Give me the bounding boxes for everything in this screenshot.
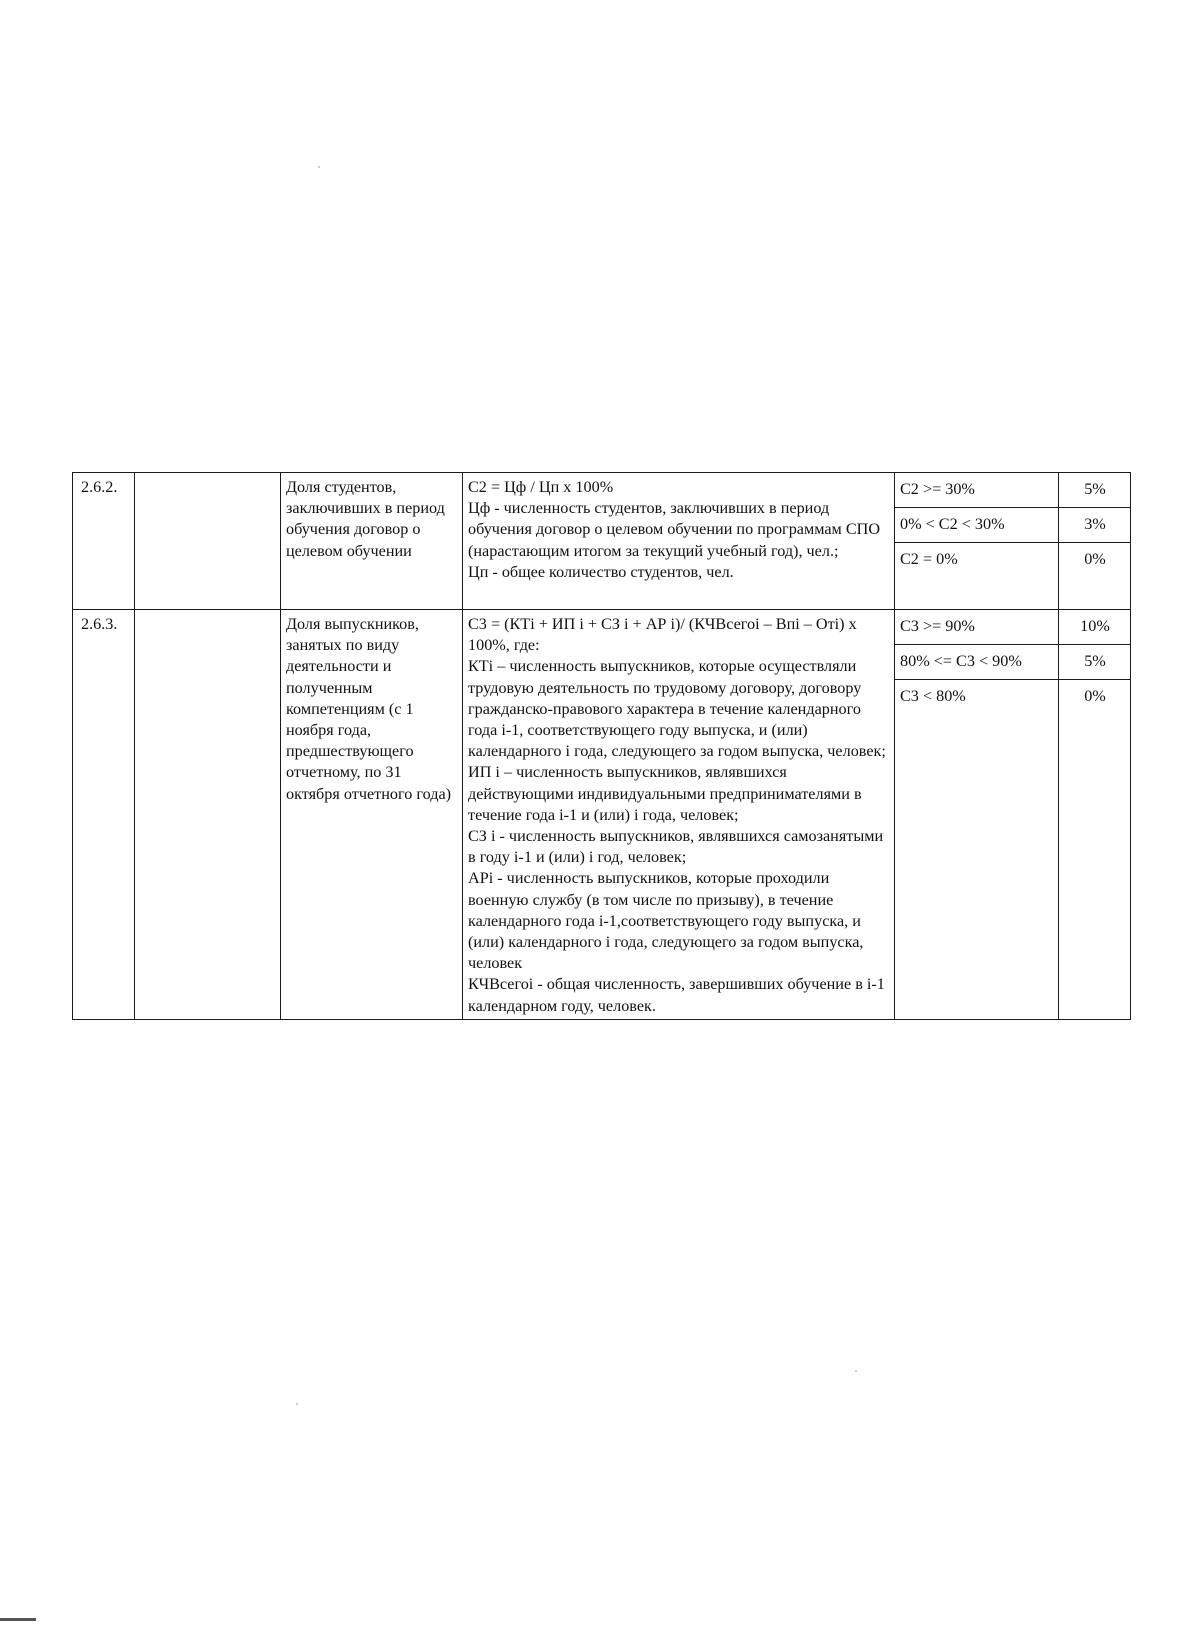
formula-line: КТi – численность выпускников, которые осуществляли трудовую деятельность по трудовому договору, договору гражданско-правового характера в течение календарного года i-1, соответствующего году выпуска, и (или) календарного i года, следующего за годом выпуска, человек; — [468, 657, 886, 761]
criterion-condition: С3 >= 90% — [895, 610, 1059, 645]
criterion-condition: 0% < С2 < 30% — [895, 508, 1059, 543]
indicator-number: 2.6.2. — [73, 473, 135, 610]
indicator-empty-cell — [135, 473, 281, 610]
criterion-filler — [1059, 577, 1131, 610]
indicator-empty-cell — [135, 610, 281, 1020]
criterion-condition: 80% <= С3 < 90% — [895, 645, 1059, 680]
criterion-score: 5% — [1059, 645, 1131, 680]
formula-line: СЗ i - численность выпускников, являвшихся самозанятыми в году i-1 и (или) i год, человек; — [468, 827, 884, 867]
formula-line: КЧВсегоi - общая численность, завершивших обучение в i-1 календарном году, человек. — [468, 975, 885, 1015]
indicator-name: Доля студентов, заключивших в период обучения договор о целевом обучении — [281, 473, 463, 610]
scan-edge-mark — [0, 1618, 36, 1621]
criterion-score: 0% — [1059, 543, 1131, 578]
indicator-number: 2.6.3. — [73, 610, 135, 1020]
criterion-score: 5% — [1059, 473, 1131, 508]
criterion-score: 3% — [1059, 508, 1131, 543]
indicator-name: Доля выпускников, занятых по виду деятельности и полученным компетенциям (с 1 ноября года, предшествующего отчетному, по 31 октября отчетного года) — [281, 610, 463, 1020]
formula-line: АРi - численность выпускников, которые проходили военную службу (в том числе по призыву), в течение календарного года i-1,соответствующего году выпуска, и (или) календарного i года, следующего за годом выпуска, человек — [468, 869, 864, 973]
indicator-formula — [463, 610, 895, 1020]
table-row — [73, 610, 1131, 645]
scan-speck — [296, 1403, 298, 1405]
criterion-score: 0% — [1059, 680, 1131, 715]
formula-line: С2 = Цф / Цп х 100% — [468, 478, 614, 496]
criterion-condition: С2 >= 30% — [895, 473, 1059, 508]
criterion-filler — [1059, 714, 1131, 1019]
scan-speck — [318, 166, 320, 168]
criterion-score: 10% — [1059, 610, 1131, 645]
criterion-condition: С3 < 80% — [895, 680, 1059, 715]
indicators-table — [72, 472, 1131, 1020]
criterion-filler — [895, 577, 1059, 610]
formula-line: С3 = (КТi + ИП i + СЗ i + АР i)/ (КЧВсегоi – Впi – Отi) х 100%, где: — [468, 615, 857, 655]
table-row — [73, 473, 1131, 508]
formula-line: ИП i – численность выпускников, являвшихся действующими индивидуальными предпринимателями в течение года i-1 и (или) i года, человек; — [468, 763, 862, 824]
criterion-condition: С2 = 0% — [895, 543, 1059, 578]
formula-line: Цп - общее количество студентов, чел. — [468, 562, 734, 581]
formula-line: Цф - численность студентов, заключивших в период обучения договор о целевом обучении по программам СПО (нарастающим итогом за текущий учебный год), чел.; — [468, 499, 881, 560]
scan-speck — [855, 1370, 857, 1372]
criterion-filler — [895, 714, 1059, 1019]
indicator-formula — [463, 473, 895, 610]
